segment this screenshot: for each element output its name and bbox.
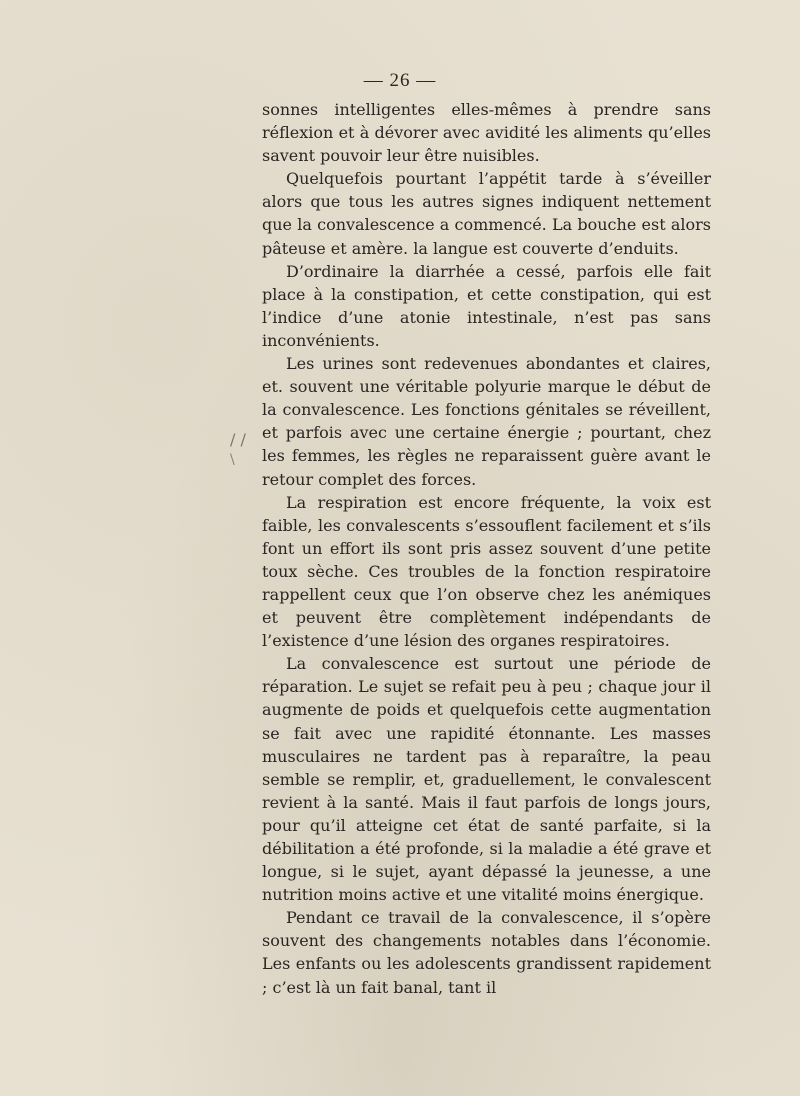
body-text (262, 98, 711, 999)
paragraph-2: Quelquefois pourtant l’appétit tarde à s’éveiller alors que tous les autres signes indiquent nettement que la convalescence a commencé. La bouche est alors pâteuse et amère. la langue est couverte d’enduits. (262, 169, 711, 258)
page-number: — 26 — (363, 70, 437, 91)
margin-annotation-secondary: \ (230, 452, 235, 468)
paragraph-3: D’ordinaire la diarrhée a cessé, parfois elle fait place à la constipation, et cette constipation, qui est l’indice d’une atonie intestinale, n’est pas sans inconvénients. (262, 261, 711, 350)
paragraph-7: Pendant ce travail de la convalescence, il s’opère souvent des changements notables dans l’économie. Les enfants ou les adolescents grandissent rapidement ; c’est là un fait banal, tant il (262, 908, 711, 997)
paragraph-1: sonnes intelligentes elles-mêmes à prendre sans réflexion et à dévorer avec avidité les aliments qu’elles savent pouvoir leur être nuisibles. (262, 100, 711, 166)
margin-annotation: / / (230, 430, 246, 449)
paragraph-4: Les urines sont redevenues abondantes et claires, et. souvent une véritable polyurie marque le début de la convalescence. Les fonctions génitales se réveillent, et parfois avec une certaine énergie ; pourtant, chez les femmes, les règles ne reparaissent guère avant le retour complet des forces. (262, 354, 711, 489)
paragraph-5: La respiration est encore fréquente, la voix est faible, les convalescents s’essouflent facilement et s’ils font un effort ils sont pris assez souvent d’une petite toux sèche. Ces troubles de la fonction respiratoire rappellent ceux que l’on observe chez les anémiques et peuvent être complètement indépendants de l’existence d’une lésion des organes respiratoires. (262, 492, 711, 651)
paragraph-6: La convalescence est surtout une période de réparation. Le sujet se refait peu à peu ; chaque jour il augmente de poids et quelquefois cette augmentation se fait avec une rapidité étonnante. Les masses musculaires ne tardent pas à reparaître, la peau semble se remplir, et, graduellement, le convalescent revient à la santé. Mais il faut parfois de longs jours, pour qu’il atteigne cet état de santé parfaite, si la débilitation a été profonde, si la maladie a été grave et longue, si le sujet, ayant dépassé la jeunesse, a une nutrition moins active et une vitalité moins énergique. (262, 654, 711, 905)
